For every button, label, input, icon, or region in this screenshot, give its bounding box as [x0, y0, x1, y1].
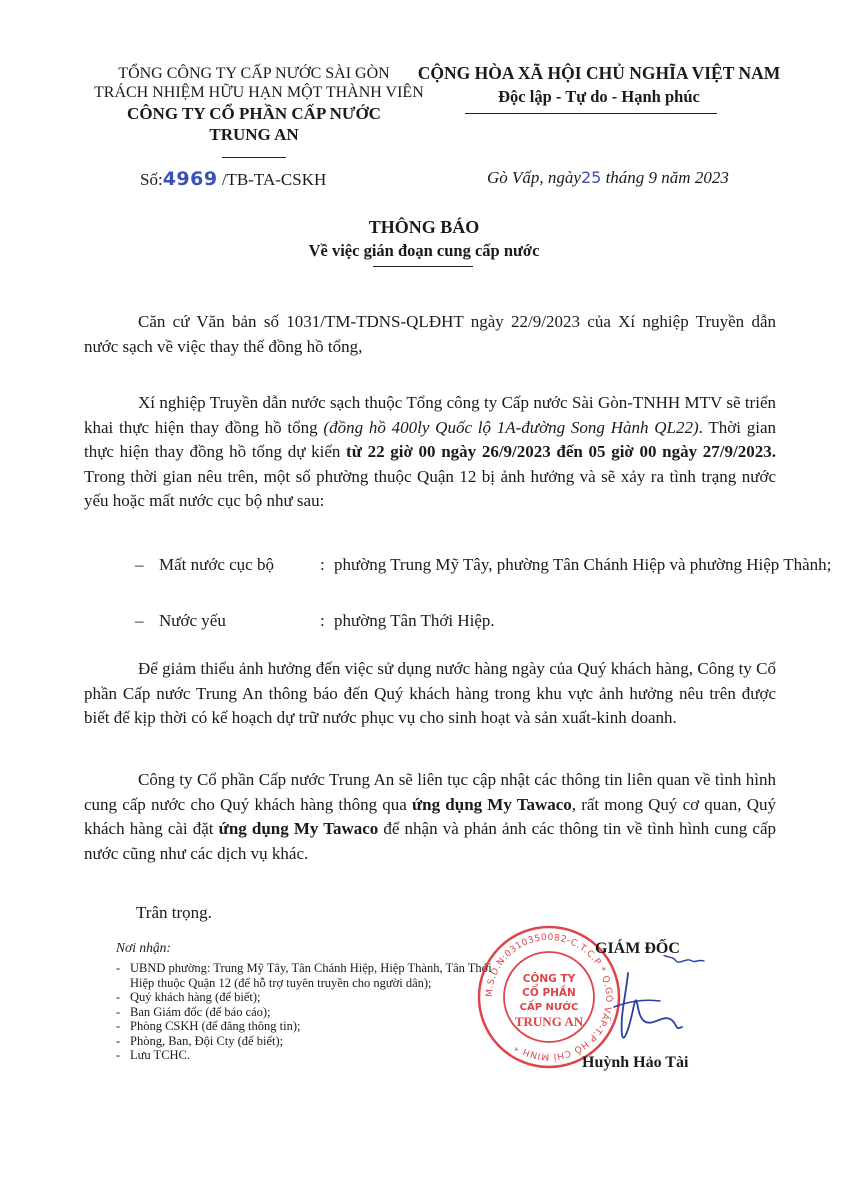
list-item: - Quý khách hàng (để biết); [116, 990, 496, 1005]
issue-date [487, 168, 729, 188]
company-name-line2: TRUNG AN [209, 125, 299, 144]
seal-line4: TRUNG AN [514, 1014, 584, 1029]
date-day-handwritten: 25 [580, 168, 602, 187]
list-item [135, 553, 832, 605]
list-value: phường Tân Thới Hiệp. [334, 611, 495, 630]
paragraph-basis-text: Căn cứ Văn bản số 1031/TM-TDNS-QLĐHT ngày 22/9/2023 của Xí nghiệp Truyền dẫn nước sạch về việc thay thế đồng hồ tổng, [84, 312, 776, 356]
document-number [140, 168, 326, 190]
org-parent: TỔNG CÔNG TY CẤP NƯỚC SÀI GÒN [118, 65, 390, 82]
recipients-title: Nơi nhận: [116, 940, 171, 955]
seal-line1: CÔNG TY [522, 973, 576, 985]
paragraph-schedule [84, 391, 776, 514]
doc-number-handwritten: 4969 [162, 168, 218, 190]
app-text-e: để nhận và phản ảnh các thông tin về tình hình cung cấp nước cũng như các dịch vụ khác. [84, 819, 777, 863]
paragraph-basis [84, 310, 776, 359]
paragraph-app-text [84, 768, 776, 866]
list-dash: – [135, 555, 144, 574]
org-type: TRÁCH NHIỆM HỮU HẠN MỘT THÀNH VIÊN [94, 84, 424, 101]
seal-line2: CỔ PHẦN [522, 987, 576, 999]
list-colon: : [320, 555, 325, 574]
list-label: Mất nước cục bộ [159, 555, 274, 574]
doc-number-prefix: Số: [140, 170, 163, 189]
recipients-list [116, 961, 496, 1063]
app-text-c: , rất mong Quý cơ quan, Quý khách hàng cài đặt [84, 794, 776, 838]
app-name: ứng dụng My Tawaco [411, 794, 572, 814]
seal-ring-text: M.S.D.N:0310350082-C.T.C.P * Q.GÒ VẤP-T.P HỒ CHÍ MINH * [484, 932, 614, 1062]
list-colon: : [320, 611, 325, 630]
seal-line3: CẤP NƯỚC [519, 1002, 579, 1013]
schedule-text-c: . Thời gian thực hiện thay đồng hồ tổng dự kiến [84, 417, 776, 461]
list-item: - Lưu TCHC. [116, 1048, 496, 1063]
paragraph-schedule-text [84, 391, 776, 514]
app-name: ứng dụng My Tawaco [218, 819, 379, 838]
outage-period: từ 22 giờ 00 ngày 26/9/2023 đến 05 giờ 00 ngày 27/9/2023. [346, 442, 776, 461]
list-value: phường Trung Mỹ Tây, phường Tân Chánh Hiệp và phường Hiệp Thành; [334, 555, 832, 574]
subtitle-rule [373, 266, 473, 267]
closing: Trân trọng. [136, 903, 212, 922]
date-prefix: Gò Vấp, ngày [487, 168, 581, 187]
header-left-rule [222, 157, 286, 158]
motto: Độc lập - Tự do - Hạnh phúc [498, 87, 700, 106]
handwritten-signature [600, 955, 710, 1055]
meter-location: (đồng hồ 400ly Quốc lộ 1A-đường Song Hành QL22) [323, 417, 699, 437]
list-item: - Phòng CSKH (để đăng thông tin); [116, 1019, 496, 1034]
signer-title: GIÁM ĐỐC [595, 940, 680, 957]
paragraph-advice [84, 657, 776, 731]
paragraph-app [84, 768, 776, 866]
paragraph-advice-text: Để giảm thiểu ảnh hưởng đến việc sử dụng nước hàng ngày của Quý khách hàng, Công ty Cổ phần Cấp nước Trung An thông báo đến Quý khách hàng trong khu vực ảnh hưởng nêu trên được biết để kịp thời có kế hoạch dự trữ nước phục vụ cho sinh hoạt và sản xuất-kinh doanh. [84, 659, 776, 727]
republic-name: CỘNG HÒA XÃ HỘI CHỦ NGHĨA VIỆT NAM [417, 63, 781, 83]
notice-subtitle: Về việc gián đoạn cung cấp nước [308, 241, 540, 260]
schedule-text-e: Trong thời gian nêu trên, một số phường thuộc Quận 12 bị ảnh hưởng và sẽ xảy ra tình trạng nước yếu hoặc mất nước cục bộ như sau: [84, 466, 776, 510]
schedule-text-a: Xí nghiệp Truyền dẫn nước sạch thuộc Tổng công ty Cấp nước Sài Gòn-TNHH MTV sẽ triển khai thực hiện thay đồng hồ tổng [84, 393, 776, 437]
date-suffix: tháng 9 năm 2023 [601, 168, 729, 187]
list-item: - UBND phường: Trung Mỹ Tây, Tân Chánh Hiệp, Hiệp Thành, Tân Thới Hiệp thuộc Quận 12 (để hỗ trợ tuyên truyền cho người dân); [116, 961, 496, 990]
list-item: - Ban Giám đốc (để báo cáo); [116, 1005, 496, 1020]
list-label: Nước yếu [159, 611, 226, 630]
notice-title: THÔNG BÁO [368, 217, 480, 237]
motto-rule [465, 113, 717, 114]
app-text-a: Công ty Cổ phần Cấp nước Trung An sẽ liên tục cập nhật các thông tin liên quan về tình hình cung cấp nước cho Quý khách hàng thông qua [84, 770, 776, 814]
list-item [135, 609, 795, 635]
company-name: CÔNG TY CỔ PHẦN CẤP NƯỚC [127, 104, 381, 123]
list-item: - Phòng, Ban, Đội Cty (để biết); [116, 1034, 496, 1049]
doc-number-suffix: /TB-TA-CSKH [217, 170, 327, 189]
list-dash: – [135, 611, 144, 630]
signer-name: Huỳnh Hảo Tài [582, 1054, 689, 1071]
